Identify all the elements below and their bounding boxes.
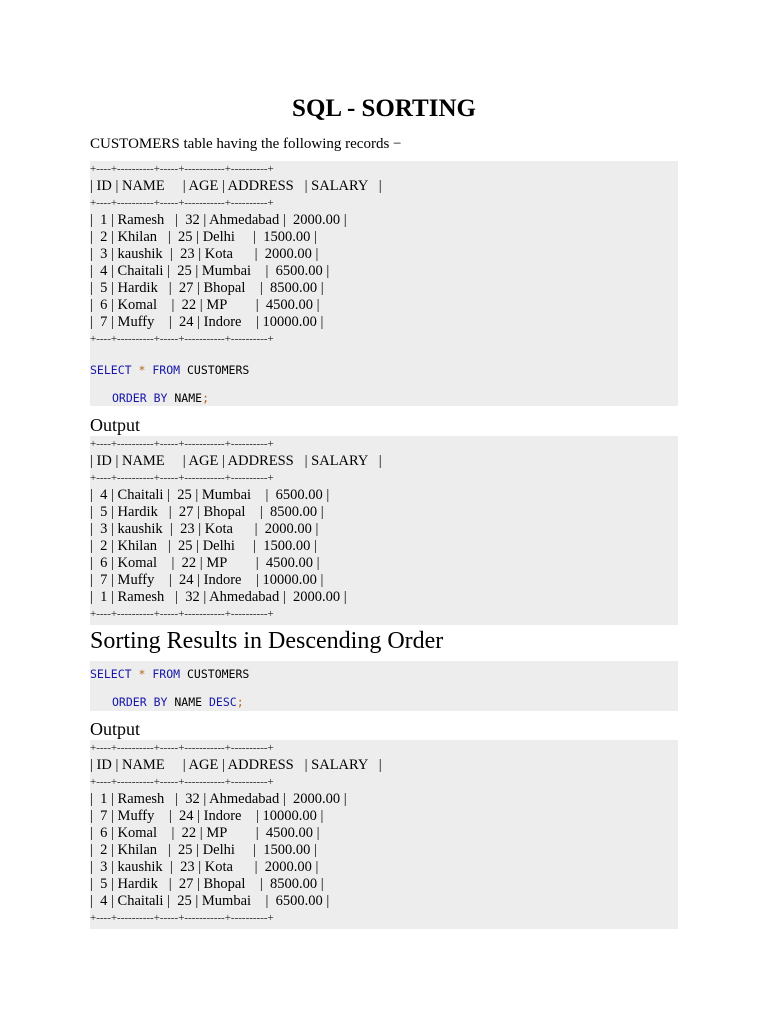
operator-star: * xyxy=(138,667,146,681)
code-block-output-asc xyxy=(90,436,678,625)
column-name: NAME xyxy=(174,695,203,709)
code-block-query-desc xyxy=(90,661,678,711)
keyword-from: FROM xyxy=(152,363,181,377)
table-row: | 1 | Ramesh | 32 | Ahmedabad | 2000.00 | xyxy=(90,589,347,605)
table-row: | 4 | Chaitali | 25 | Mumbai | 6500.00 | xyxy=(90,263,330,279)
table-row: | 6 | Komal | 22 | MP | 4500.00 | xyxy=(90,825,320,841)
table-row: | 1 | Ramesh | 32 | Ahmedabad | 2000.00 | xyxy=(90,791,347,807)
table-separator: +----+----------+-----+-----------+----------+ xyxy=(90,472,274,484)
table-row: | 4 | Chaitali | 25 | Mumbai | 6500.00 | xyxy=(90,487,330,503)
table-row: | 3 | kaushik | 23 | Kota | 2000.00 | xyxy=(90,859,319,875)
section-heading: Sorting Results in Descending Order xyxy=(90,628,444,654)
keyword-by: BY xyxy=(153,391,168,405)
sql-query-line-1 xyxy=(90,362,249,378)
table-separator: +----+----------+-----+-----------+----------+ xyxy=(90,912,274,924)
table-row: | 6 | Komal | 22 | MP | 4500.00 | xyxy=(90,297,320,313)
code-block-original xyxy=(90,161,678,406)
semicolon: ; xyxy=(202,391,209,405)
keyword-select: SELECT xyxy=(90,667,132,681)
table-separator: +----+----------+-----+-----------+----------+ xyxy=(90,333,274,345)
table-header-row: | ID | NAME | AGE | ADDRESS | SALARY | xyxy=(90,178,382,194)
keyword-order: ORDER xyxy=(112,695,147,709)
column-name: NAME xyxy=(174,391,203,405)
table-name: CUSTOMERS xyxy=(187,363,250,377)
table-separator: +----+----------+-----+-----------+----------+ xyxy=(90,776,274,788)
output-label: Output xyxy=(90,719,141,739)
table-name: CUSTOMERS xyxy=(187,667,250,681)
keyword-order: ORDER xyxy=(112,391,147,405)
table-row: | 2 | Khilan | 25 | Delhi | 1500.00 | xyxy=(90,229,317,245)
table-row: | 2 | Khilan | 25 | Delhi | 1500.00 | xyxy=(90,538,317,554)
table-row: | 2 | Khilan | 25 | Delhi | 1500.00 | xyxy=(90,842,317,858)
sql-query-line-1 xyxy=(90,666,249,682)
output-label: Output xyxy=(90,415,141,435)
table-row: | 5 | Hardik | 27 | Bhopal | 8500.00 | xyxy=(90,280,324,296)
table-row: | 3 | kaushik | 23 | Kota | 2000.00 | xyxy=(90,246,319,262)
table-separator: +----+----------+-----+-----------+----------+ xyxy=(90,197,274,209)
table-row: | 7 | Muffy | 24 | Indore | 10000.00 | xyxy=(90,314,324,330)
table-header-row: | ID | NAME | AGE | ADDRESS | SALARY | xyxy=(90,453,382,469)
table-row: | 7 | Muffy | 24 | Indore | 10000.00 | xyxy=(90,808,324,824)
table-separator: +----+----------+-----+-----------+----------+ xyxy=(90,608,274,620)
keyword-from: FROM xyxy=(152,667,181,681)
table-separator: +----+----------+-----+-----------+----------+ xyxy=(90,163,274,175)
table-row: | 7 | Muffy | 24 | Indore | 10000.00 | xyxy=(90,572,324,588)
keyword-desc: DESC xyxy=(209,695,237,709)
table-row: | 3 | kaushik | 23 | Kota | 2000.00 | xyxy=(90,521,319,537)
table-row: | 6 | Komal | 22 | MP | 4500.00 | xyxy=(90,555,320,571)
table-row: | 5 | Hardik | 27 | Bhopal | 8500.00 | xyxy=(90,504,324,520)
page-title: SQL - SORTING xyxy=(292,95,476,122)
keyword-by: BY xyxy=(153,695,168,709)
semicolon: ; xyxy=(236,695,244,709)
table-separator: +----+----------+-----+-----------+----------+ xyxy=(90,438,274,450)
operator-star: * xyxy=(138,363,146,377)
table-row: | 5 | Hardik | 27 | Bhopal | 8500.00 | xyxy=(90,876,324,892)
code-block-output-desc xyxy=(90,740,678,929)
sql-query-line-2 xyxy=(112,694,244,710)
table-row: | 4 | Chaitali | 25 | Mumbai | 6500.00 | xyxy=(90,893,330,909)
sql-query-line-2 xyxy=(112,390,209,406)
table-header-row: | ID | NAME | AGE | ADDRESS | SALARY | xyxy=(90,757,382,773)
table-row: | 1 | Ramesh | 32 | Ahmedabad | 2000.00 | xyxy=(90,212,347,228)
table-separator: +----+----------+-----+-----------+----------+ xyxy=(90,742,274,754)
intro-text: CUSTOMERS table having the following records − xyxy=(90,136,402,152)
keyword-select: SELECT xyxy=(90,363,132,377)
